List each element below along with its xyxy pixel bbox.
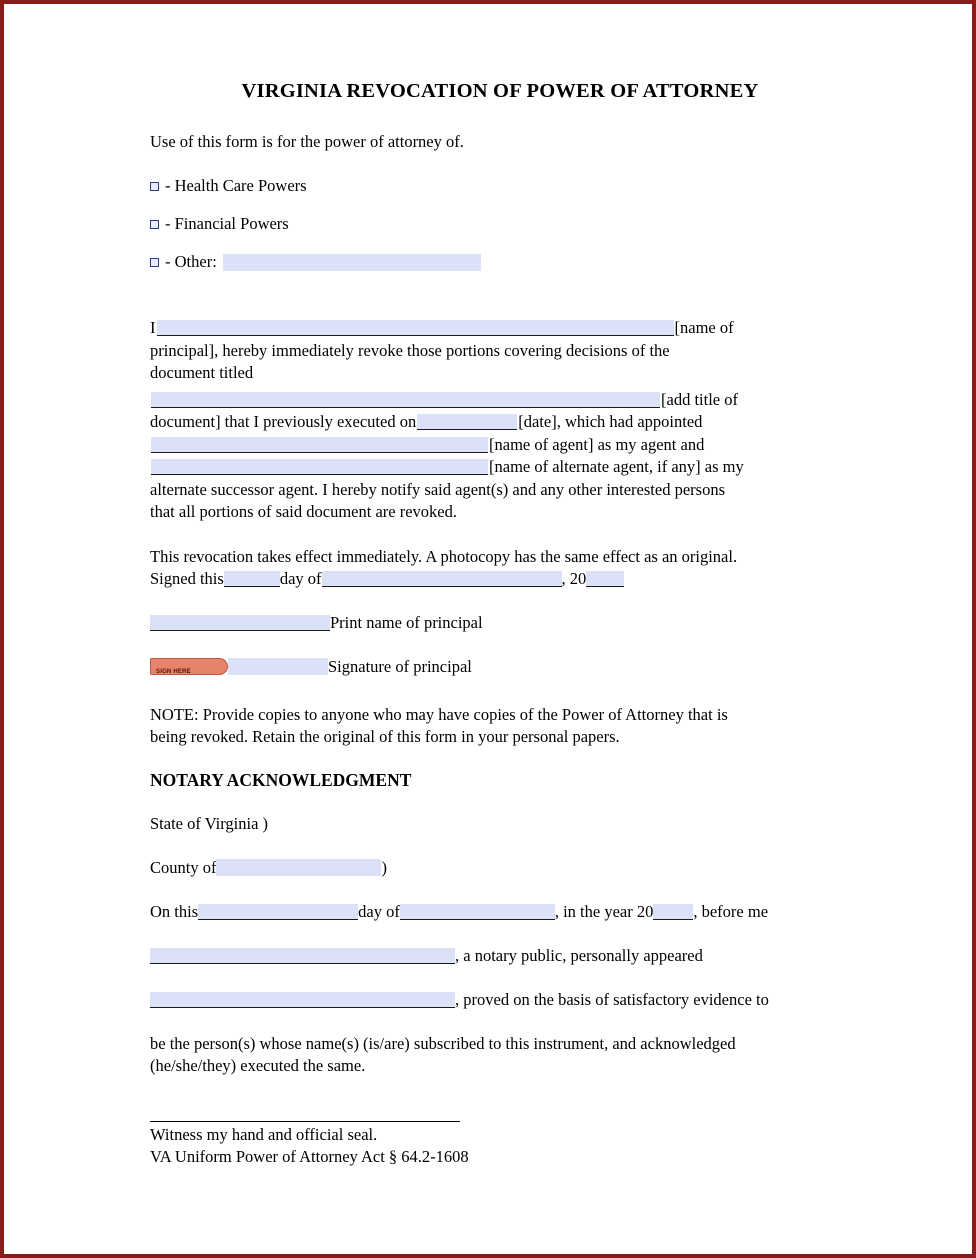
revocation-line-3: document titled (150, 363, 254, 382)
checkbox-row-other[interactable] (150, 251, 850, 273)
signed-line (150, 568, 850, 590)
agent-name-field[interactable] (151, 437, 488, 453)
signed-prefix: Signed this (150, 568, 224, 588)
signed-day-label: day of (279, 568, 322, 588)
notary-person-line-2: (he/she/they) executed the same. (150, 1055, 366, 1075)
revocation-line1-suffix: [name of (674, 318, 734, 337)
notary-state-line: State of Virginia ) (150, 813, 269, 833)
statute-line: VA Uniform Power of Attorney Act § 64.2-1608 (150, 1146, 469, 1166)
checkbox-health-care-icon[interactable] (150, 182, 159, 191)
revocation-line-6 (150, 434, 850, 457)
county-suffix: ) (381, 857, 387, 877)
notary-signature-line (150, 1121, 460, 1122)
proved-suffix: , proved on the basis of satisfactory evidence to (455, 989, 769, 1009)
notary-on-this-row (150, 901, 850, 923)
sign-here-stamp-text: SIGN HERE (156, 668, 191, 675)
checkbox-financial-label: - Financial Powers (165, 214, 289, 233)
checkbox-health-care-label: - Health Care Powers (165, 176, 307, 195)
print-name-field[interactable] (150, 615, 330, 631)
principal-name-field[interactable] (157, 320, 674, 336)
notary-public-suffix: , a notary public, personally appeared (455, 945, 703, 965)
checkbox-other-label: - Other: (165, 252, 217, 271)
on-this-year-suffix: , before me (693, 901, 769, 921)
revocation-line-7 (150, 456, 850, 479)
signature-row (150, 656, 850, 678)
revocation-line1-prefix: I (150, 318, 156, 337)
notary-proved-row (150, 989, 850, 1011)
witness-line: Witness my hand and official seal. (150, 1124, 378, 1144)
checkbox-other-icon[interactable] (150, 258, 159, 267)
signature-label: Signature of principal (328, 656, 472, 676)
on-this-year-prefix: , in the year 20 (554, 901, 654, 921)
revocation-line6-suffix: [name of agent] as my agent and (489, 434, 705, 454)
revocation-line-5 (150, 411, 850, 434)
revocation-line-1 (150, 317, 850, 340)
signature-field[interactable] (228, 658, 328, 675)
note-line-2: being revoked. Retain the original of this form in your personal papers. (150, 726, 620, 746)
notary-heading: NOTARY ACKNOWLEDGMENT (150, 769, 412, 790)
notary-month-field[interactable] (400, 904, 555, 920)
revocation-line-4 (150, 389, 850, 412)
print-name-label: Print name of principal (330, 612, 483, 632)
on-this-prefix: On this (150, 901, 199, 921)
revocation-line-8: alternate successor agent. I hereby notify said agent(s) and any other interested persons (150, 479, 725, 499)
checkbox-row-health-care[interactable] (150, 175, 850, 197)
signed-year-field[interactable] (586, 571, 624, 587)
signed-day-field[interactable] (224, 571, 280, 587)
notary-county-row (150, 857, 850, 879)
alternate-agent-name-field[interactable] (151, 459, 488, 475)
execution-date-field[interactable] (417, 414, 517, 430)
page-title: VIRGINIA REVOCATION OF POWER OF ATTORNEY (241, 80, 759, 102)
checkbox-financial-icon[interactable] (150, 220, 159, 229)
document-title-field[interactable] (151, 392, 660, 408)
note-line-1: NOTE: Provide copies to anyone who may have copies of the Power of Attorney that is (150, 704, 728, 724)
signed-month-field[interactable] (322, 571, 562, 587)
notary-public-row (150, 945, 850, 967)
revocation-line-2: principal], hereby immediately revoke those portions covering decisions of the (150, 340, 670, 360)
other-text-field[interactable] (223, 254, 481, 271)
revocation-line7-suffix: [name of alternate agent, if any] as my (489, 457, 744, 476)
county-field[interactable] (216, 859, 381, 876)
effect-line: This revocation takes effect immediately. A photocopy has the same effect as an original. (150, 546, 738, 566)
revocation-line-9: that all portions of said document are revoked. (150, 502, 457, 521)
notary-public-name-field[interactable] (150, 948, 455, 964)
revocation-line5-prefix: document] that I previously executed on (150, 412, 417, 431)
revocation-paragraph (150, 317, 850, 524)
document-sheet (24, 22, 952, 1236)
notary-day-field[interactable] (198, 904, 358, 920)
notary-year-field[interactable] (653, 904, 693, 920)
on-this-day-label: day of (358, 901, 400, 921)
county-prefix: County of (150, 857, 217, 877)
intro-text: Use of this form is for the power of attorney of. (150, 132, 464, 151)
notary-person-line-1: be the person(s) whose name(s) (is/are) subscribed to this instrument, and acknowledged (150, 1033, 736, 1053)
checkbox-row-financial[interactable] (150, 213, 850, 235)
appeared-person-field[interactable] (150, 992, 455, 1008)
document-content (150, 80, 850, 1168)
revocation-line4-suffix: [add title of (661, 389, 738, 409)
signed-year-label: , 20 (561, 568, 587, 588)
print-name-row (150, 612, 850, 634)
revocation-line5-mid: [date], which had appointed (518, 412, 703, 431)
sign-here-stamp-icon[interactable] (150, 658, 228, 675)
